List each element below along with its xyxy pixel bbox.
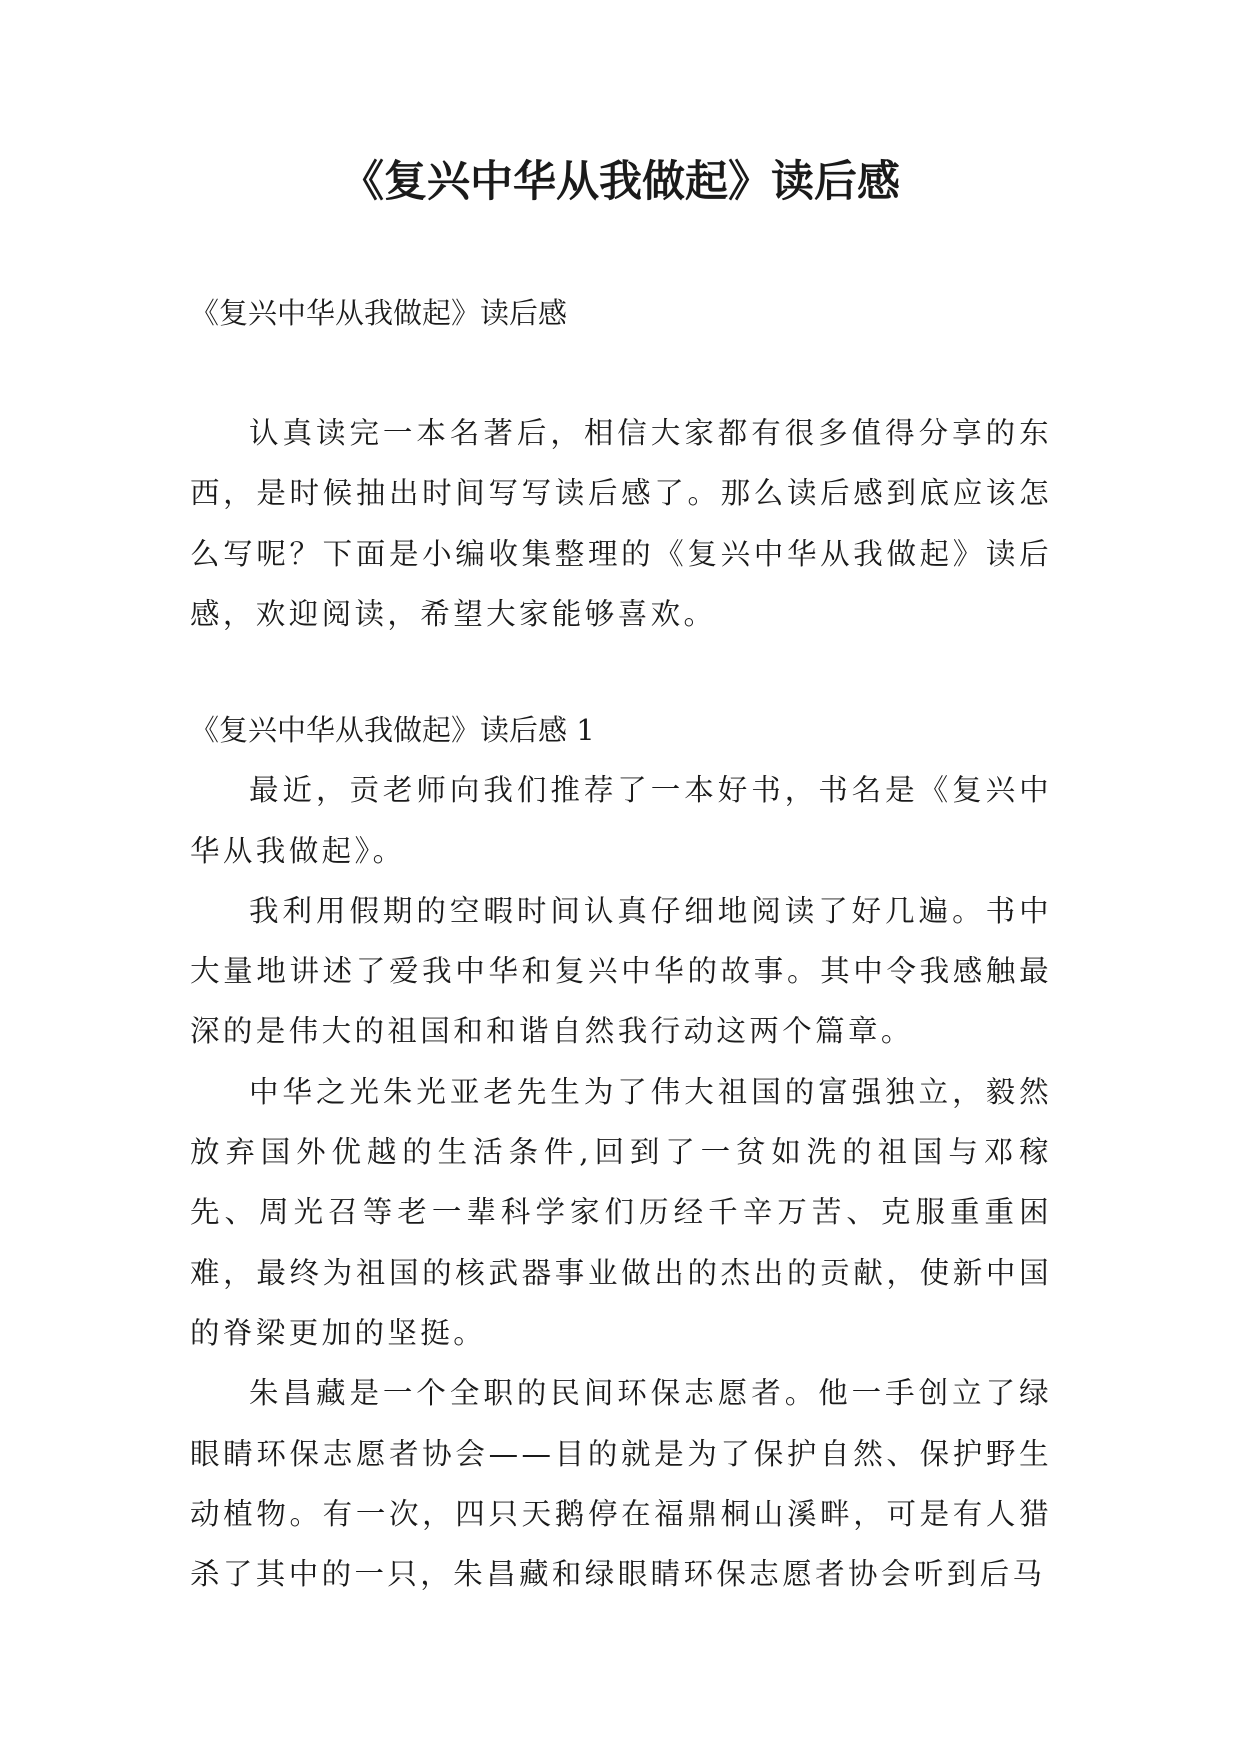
section-heading: 《复兴中华从我做起》读后感 1 — [190, 713, 595, 747]
essay-section — [190, 700, 1052, 1604]
intro-paragraph: 认真读完一本名著后，相信大家都有很多值得分享的东西，是时候抽出时间写写读后感了。那么读后感到底应该怎么写呢？下面是小编收集整理的《复兴中华从我做起》读后感，欢迎阅读，希望大家能够喜欢。 — [190, 416, 1052, 631]
body-paragraph: 朱昌藏是一个全职的民间环保志愿者。他一手创立了绿眼睛环保志愿者协会——目的就是为了保护自然、保护野生动植物。有一次，四只天鹅停在福鼎桐山溪畔，可是有人猎杀了其中的一只，朱昌藏和绿眼睛环保志愿者协会听到后马 — [190, 1376, 1052, 1592]
body-paragraph: 最近，贡老师向我们推荐了一本好书，书名是《复兴中华从我做起》。 — [190, 773, 1052, 868]
page-title: 《复兴中华从我做起》读后感 — [341, 157, 900, 207]
intro-section — [190, 403, 1052, 644]
document-subtitle: 《复兴中华从我做起》读后感 — [190, 296, 568, 330]
body-paragraph: 我利用假期的空暇时间认真仔细地阅读了好几遍。书中大量地讲述了爱我中华和复兴中华的故事。其中令我感触最深的是伟大的祖国和和谐自然我行动这两个篇章。 — [190, 893, 1052, 1049]
body-paragraph: 中华之光朱光亚老先生为了伟大祖国的富强独立，毅然放弃国外优越的生活条件,回到了一贫如洗的祖国与邓稼先、周光召等老一辈科学家们历经千辛万苦、克服重重困难，最终为祖国的核武器事业做出的杰出的贡献，使新中国的脊梁更加的坚挺。 — [190, 1074, 1052, 1350]
